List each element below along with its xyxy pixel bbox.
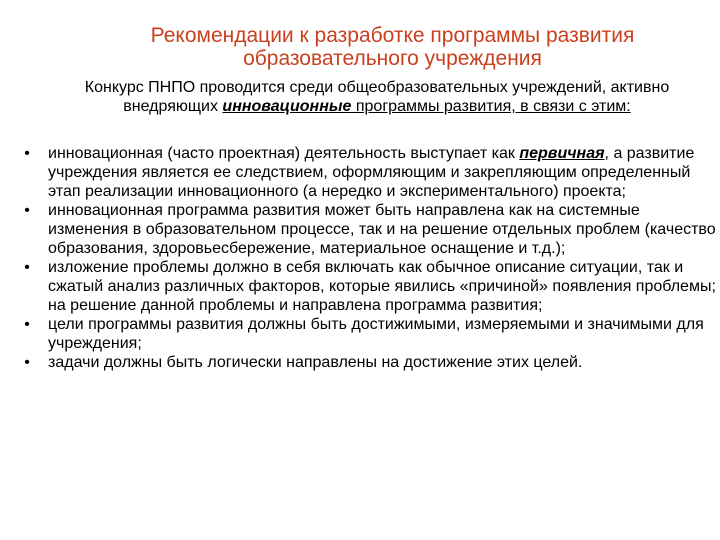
intro-paragraph xyxy=(36,78,718,116)
intro-text-1: Конкурс ПНПО проводится среди общеобразовательных учреждений, активно внедряющих xyxy=(84,79,670,115)
list-item xyxy=(18,258,720,315)
title-line-1: Рекомендации к разработке программы развития xyxy=(150,24,635,47)
bullet-icon: • xyxy=(24,354,30,371)
list-item xyxy=(18,315,720,353)
bullet-text-2: инновационная программа развития может быть направлена как на системные изменения в образовательном процессе, так и на решение отдельных проблем (качество образования, здоровьесбережение, материальное оснащение и т.д.); xyxy=(48,202,716,257)
bullet-list xyxy=(18,144,720,372)
bullet-icon: • xyxy=(24,316,30,333)
bullet-emphasis: первичная xyxy=(519,145,605,162)
bullet-text-1b: , а развитие учреждения является ее следствием, оформляющим и закрепляющим определенный этап реализации инновационного (а нередко и экспериментального) проекта; xyxy=(48,145,695,200)
bullet-text-5: задачи должны быть логически направлены на достижение этих целей. xyxy=(48,354,583,371)
bullet-icon: • xyxy=(24,202,30,219)
bullet-icon: • xyxy=(24,259,30,276)
bullet-icon: • xyxy=(24,145,30,162)
bullet-text-4: цели программы развития должны быть достижимыми, измеряемыми и значимыми для учреждения; xyxy=(48,316,704,352)
list-item xyxy=(18,201,720,258)
intro-text-2: программы развития, в связи с этим: xyxy=(351,98,631,115)
intro-emphasis: инновационные xyxy=(222,98,352,115)
title-line-2: образовательного учреждения xyxy=(243,47,542,70)
bullet-text-1a: инновационная (часто проектная) деятельность выступает как xyxy=(48,145,520,162)
bullet-text-3: изложение проблемы должно в себя включать как обычное описание ситуации, так и сжатый анализ различных факторов, которые явились «причиной» появления проблемы; на решение данной проблемы и направлена программа развития; xyxy=(48,259,716,314)
list-item xyxy=(18,144,720,201)
list-item xyxy=(18,353,720,372)
slide-title xyxy=(70,24,715,70)
